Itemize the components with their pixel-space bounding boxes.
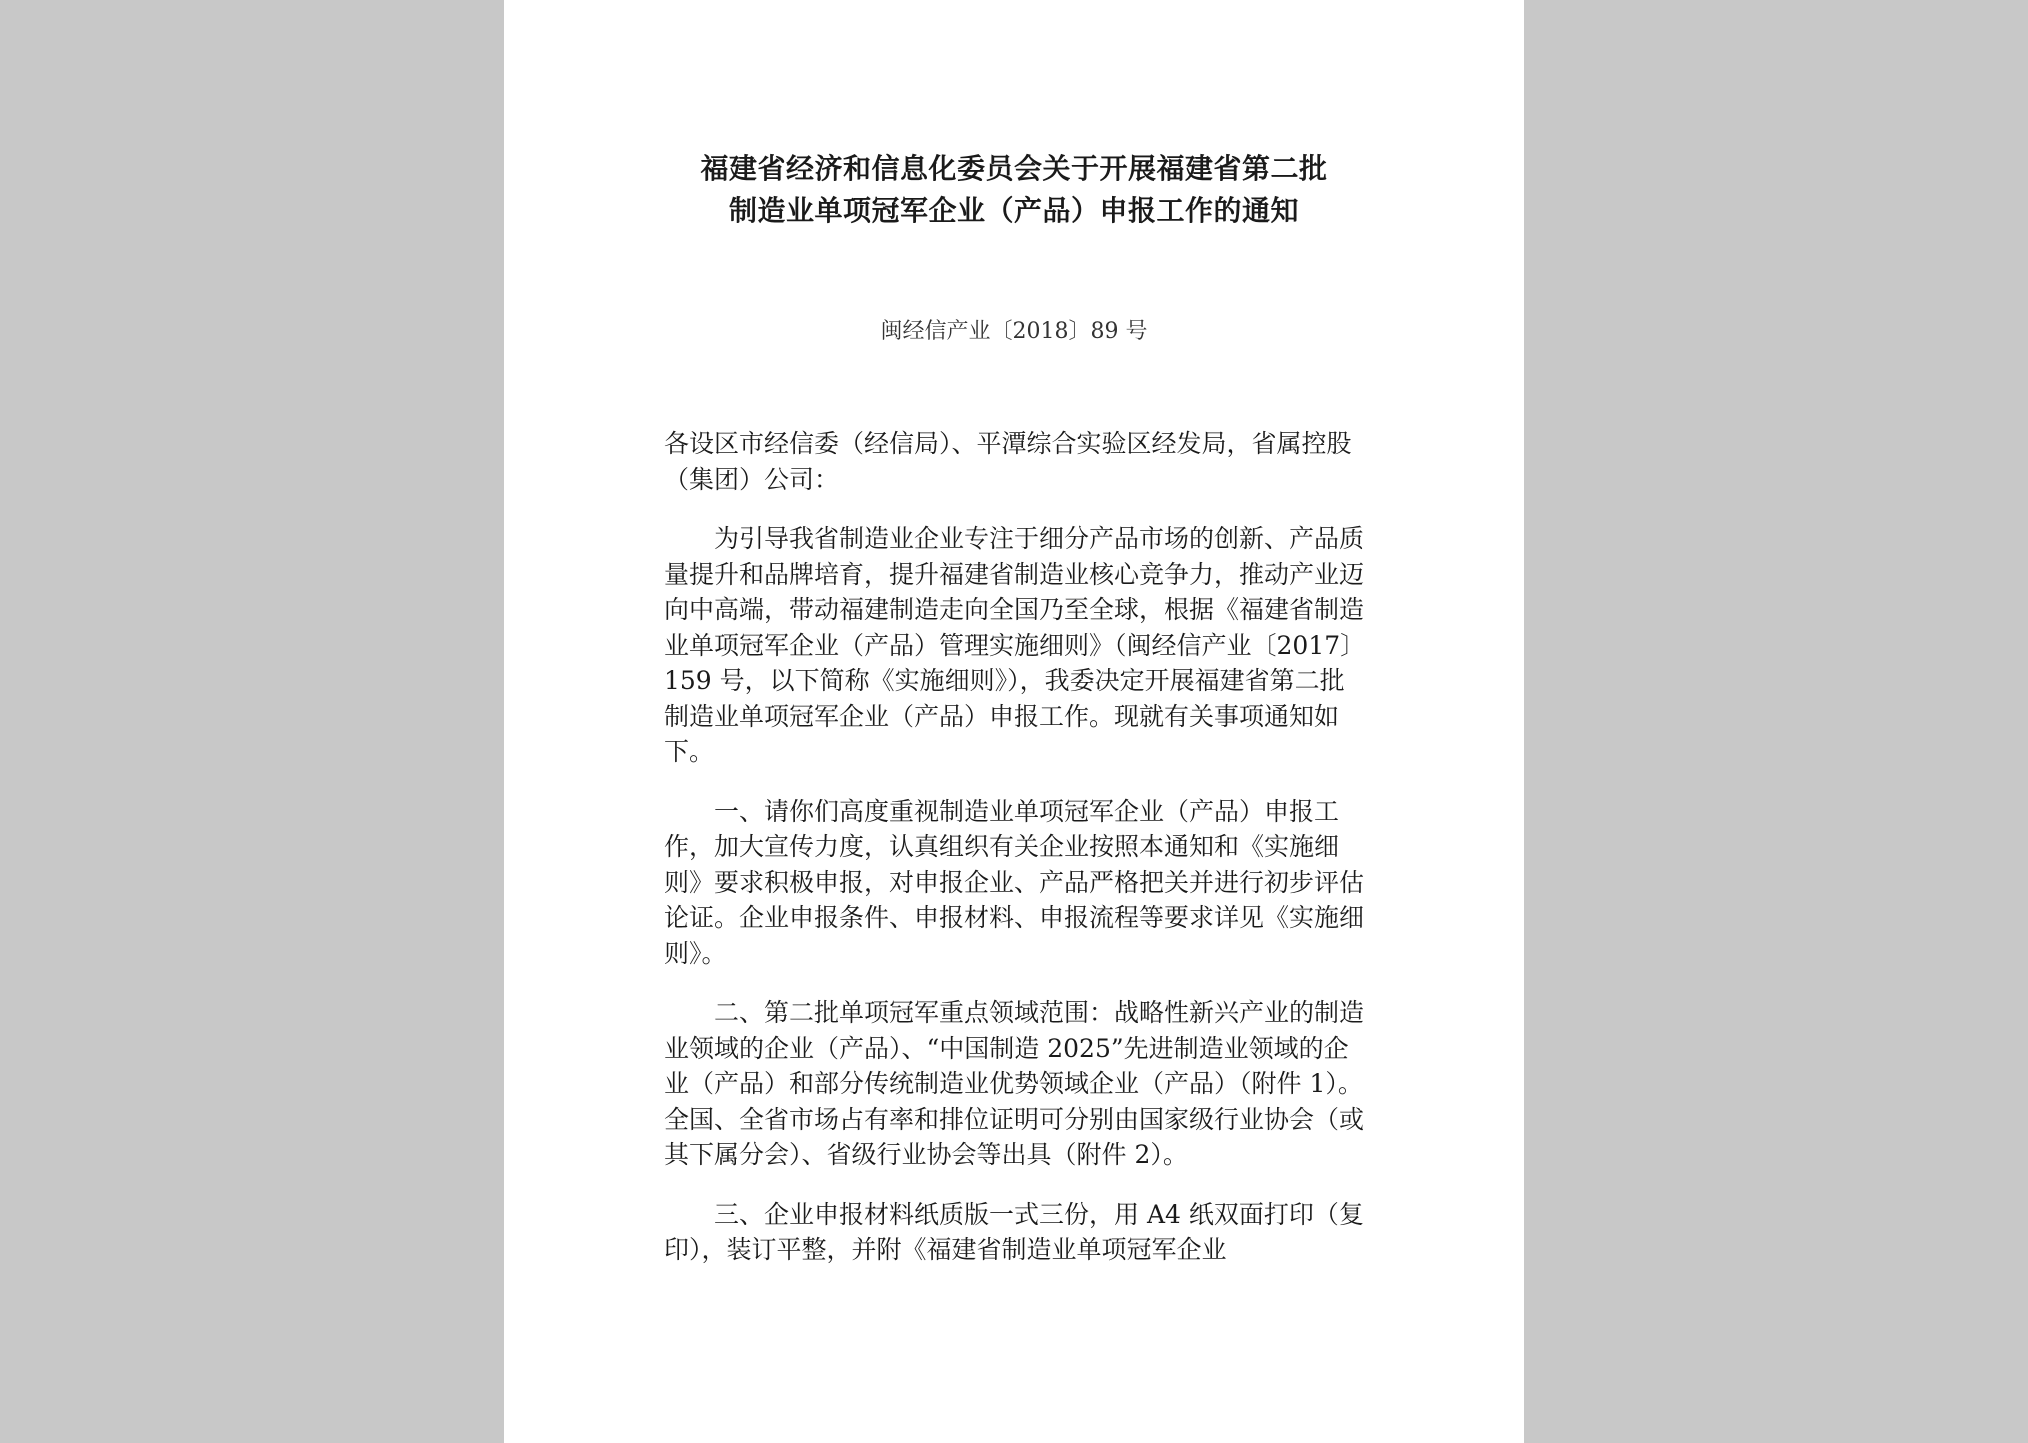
paragraph-intro: 为引导我省制造业企业专注于细分产品市场的创新、产品质量提升和品牌培育，提升福建省制造业核心竞争力，推动产业迈向中高端，带动福建制造走向全国乃至全球，根据《福建省制造业单项冠军企业（产品）管理实施细则》（闽经信产业〔2017〕159 号，以下简称《实施细则》），我委决定开展福建省第二批制造业单项冠军企业（产品）申报工作。现就有关事项通知如下。 (664, 524, 1365, 766)
title-line-1: 福建省经济和信息化委员会关于开展福建省第二批 (700, 152, 1328, 185)
document-number: 闽经信产业〔2018〕89 号 (880, 319, 1148, 344)
paragraph-2: 二、第二批单项冠军重点领域范围：战略性新兴产业的制造业领域的企业（产品）、“中国制造 2025”先进制造业领域的企业（产品）和部分传统制造业优势领域企业（产品）（附件 1）。全国、全省市场占有率和排位证明可分别由国家级行业协会（或其下属分会）、省级行业协会等出具（附件 2）。 (664, 998, 1365, 1169)
document-page (504, 0, 1524, 1443)
paragraph-1: 一、请你们高度重视制造业单项冠军企业（产品）申报工作，加大宣传力度，认真组织有关企业按照本通知和《实施细则》要求积极申报，对申报企业、产品严格把关并进行初步评估论证。企业申报条件、申报材料、申报流程等要求详见《实施细则》。 (664, 796, 1365, 968)
document-body (664, 426, 1364, 1292)
document-title (504, 148, 1524, 232)
salutation: 各设区市经信委（经信局）、平潭综合实验区经发局，省属控股（集团）公司： (664, 429, 1352, 494)
paragraph-3: 三、企业申报材料纸质版一式三份，用 A4 纸双面打印（复印），装订平整，并附《福建省制造业单项冠军企业 (664, 1199, 1364, 1264)
title-line-2: 制造业单项冠军企业（产品）申报工作的通知 (728, 194, 1299, 227)
